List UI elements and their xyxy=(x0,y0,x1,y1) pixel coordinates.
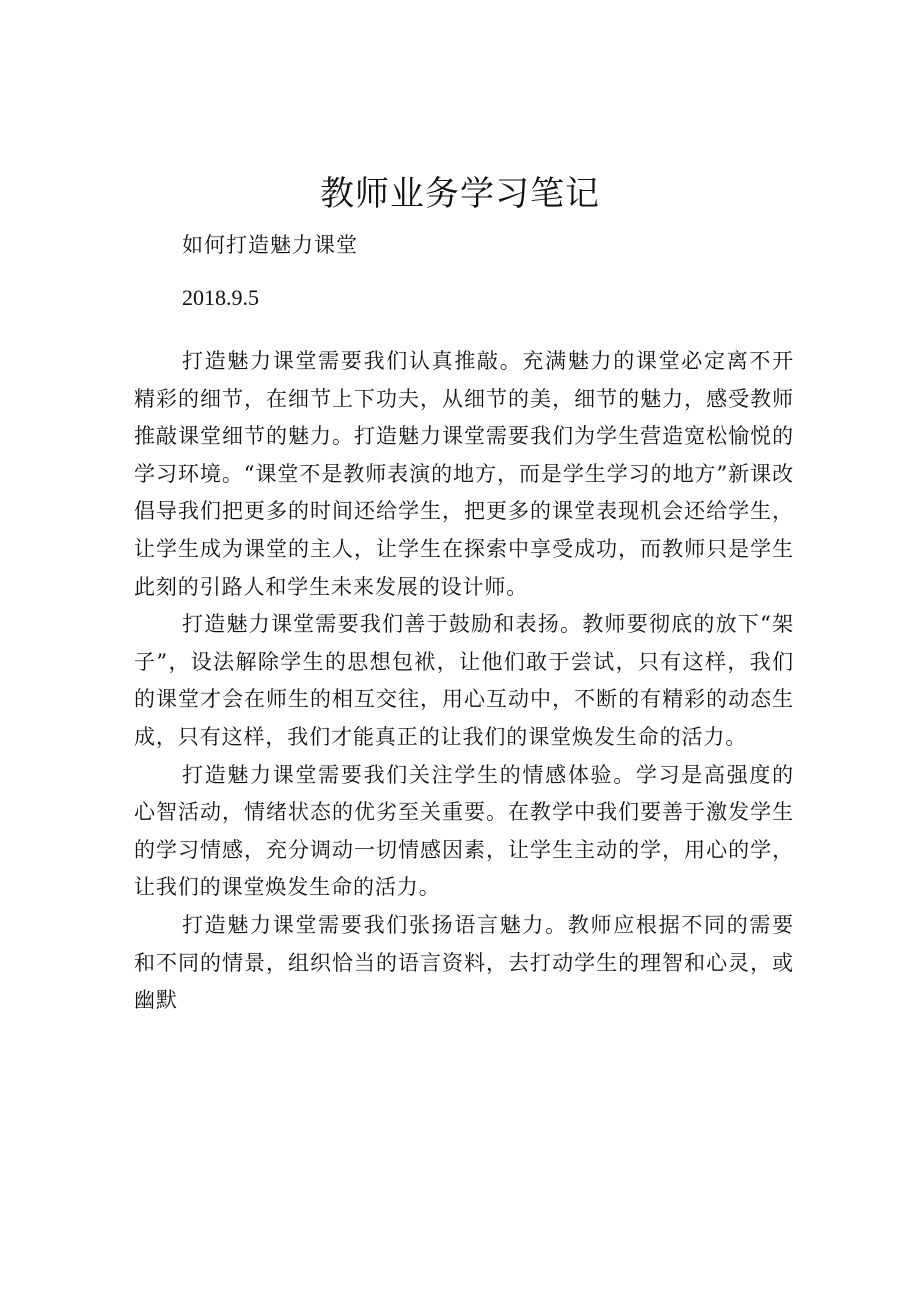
paragraph-1: 打造魅力课堂需要我们认真推敲。充满魅力的课堂必定离不开精彩的细节，在细节上下功夫，从细节的美，细节的魅力，感受教师推敲课堂细节的魅力。打造魅力课堂需要我们为学生营造宽松愉悦的学习环境。“课堂不是教师表演的地方，而是学生学习的地方”新课改倡导我们把更多的时间还给学生，把更多的课堂表现机会还给学生，让学生成为课堂的主人，让学生在探索中享受成功，而教师只是学生此刻的引路人和学生未来发展的设计师。 xyxy=(134,349,794,599)
document-title: 教师业务学习笔记 xyxy=(320,174,600,214)
document-subtitle: 如何打造魅力课堂 xyxy=(182,233,358,257)
paragraph-3: 打造魅力课堂需要我们关注学生的情感体验。学习是高强度的心智活动，情绪状态的优劣至关重要。在教学中我们要善于激发学生的学习情感，充分调动一切情感因素，让学生主动的学，用心的学，让我们的课堂焕发生命的活力。 xyxy=(134,762,794,900)
document-body xyxy=(134,343,794,1020)
paragraph-4: 打造魅力课堂需要我们张扬语言魅力。教师应根据不同的需要和不同的情景，组织恰当的语言资料，去打动学生的理智和心灵，或幽默 xyxy=(134,912,794,1013)
document-date: 2018.9.5 xyxy=(182,285,259,310)
paragraph-2: 打造魅力课堂需要我们善于鼓励和表扬。教师要彻底的放下“架子”，设法解除学生的思想包袱，让他们敢于尝试，只有这样，我们的课堂才会在师生的相互交往，用心互动中，不断的有精彩的动态生成，只有这样，我们才能真正的让我们的课堂焕发生命的活力。 xyxy=(134,612,794,749)
